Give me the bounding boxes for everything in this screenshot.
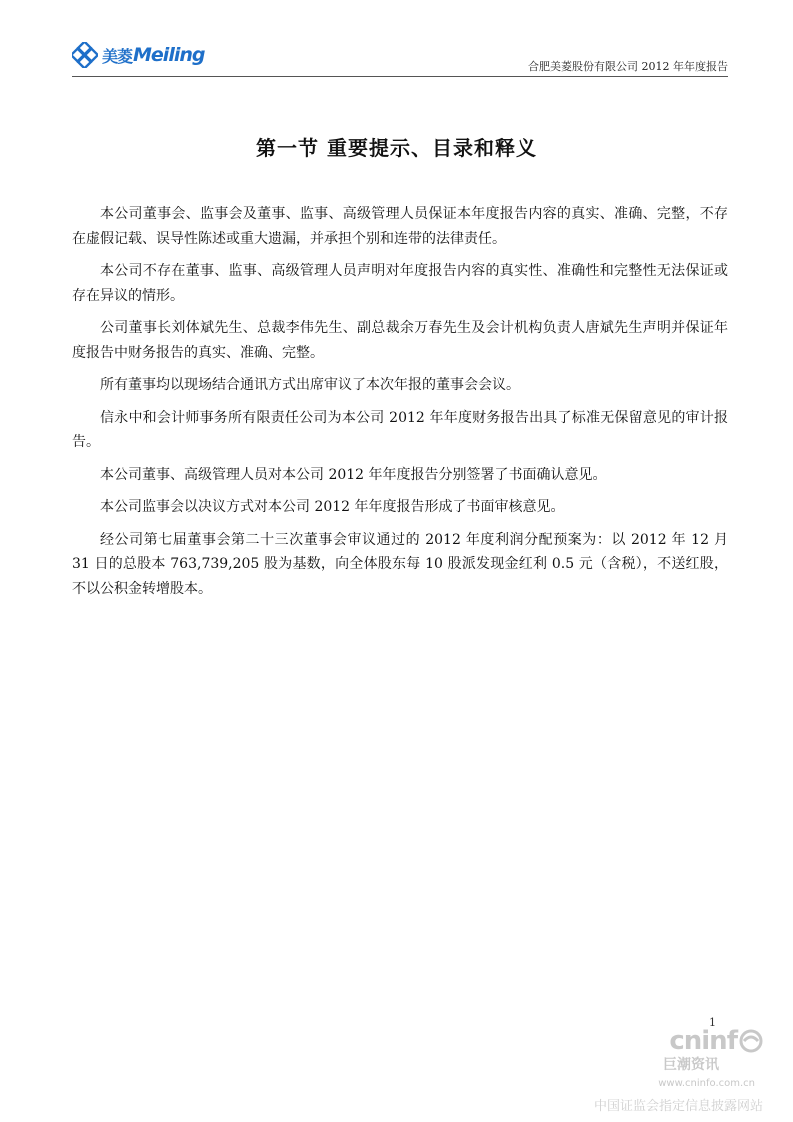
cninfo-logo-icon	[739, 1029, 763, 1053]
paragraph: 公司董事长刘体斌先生、总裁李伟先生、副总裁余万春先生及会计机构负责人唐斌先生声明并保证年度报告中财务报告的真实、准确、完整。	[72, 320, 728, 361]
paragraph: 信永中和会计师事务所有限责任公司为本公司 2012 年年度财务报告出具了标准无保留意见的审计报告。	[72, 409, 728, 450]
paragraph: 本公司董事、高级管理人员对本公司 2012 年年度报告分别签署了书面确认意见。	[100, 466, 607, 483]
watermark-chinese-name: 巨潮资讯	[663, 1057, 719, 1073]
notice-body	[72, 202, 728, 609]
paragraph: 本公司董事会、监事会及董事、监事、高级管理人员保证本年度报告内容的真实、准确、完整，不存在虚假记载、误导性陈述或重大遗漏，并承担个别和连带的法律责任。	[72, 206, 728, 247]
report-title-header: 合肥美菱股份有限公司 2012 年年度报告	[528, 60, 728, 73]
cninfo-watermark	[583, 1026, 763, 1114]
logo-chinese-text: 美菱	[102, 46, 133, 66]
paragraph: 经公司第七届董事会第二十三次董事会审议通过的 2012 年度利润分配预案为：以 2012 年 12 月 31 日的总股本 763,739,205 股为基数，向全体股东每 10 股派发现金红利 0.5 元（含税），不送红股，不以公积金转增股本。	[72, 531, 728, 597]
paragraph: 所有董事均以现场结合通讯方式出席审议了本次年报的董事会会议。	[100, 377, 520, 393]
paragraph: 本公司监事会以决议方式对本公司 2012 年年度报告形成了书面审核意见。	[100, 499, 565, 515]
paragraph: 本公司不存在董事、监事、高级管理人员声明对年度报告内容的真实性、准确性和完整性无法保证或存在异议的情形。	[72, 263, 728, 304]
section-title: 第一节 重要提示、目录和释义	[256, 136, 537, 160]
page-number: 1	[709, 1016, 716, 1029]
logo-english-text: Meiling	[133, 44, 205, 66]
meiling-logo-icon	[72, 42, 98, 68]
watermark-tagline: 中国证监会指定信息披露网站	[593, 1099, 763, 1114]
meiling-logo	[72, 40, 204, 70]
page-header	[72, 36, 728, 77]
watermark-brand: cninf	[669, 1026, 737, 1056]
watermark-url: www.cninfo.com.cn	[658, 1078, 755, 1089]
